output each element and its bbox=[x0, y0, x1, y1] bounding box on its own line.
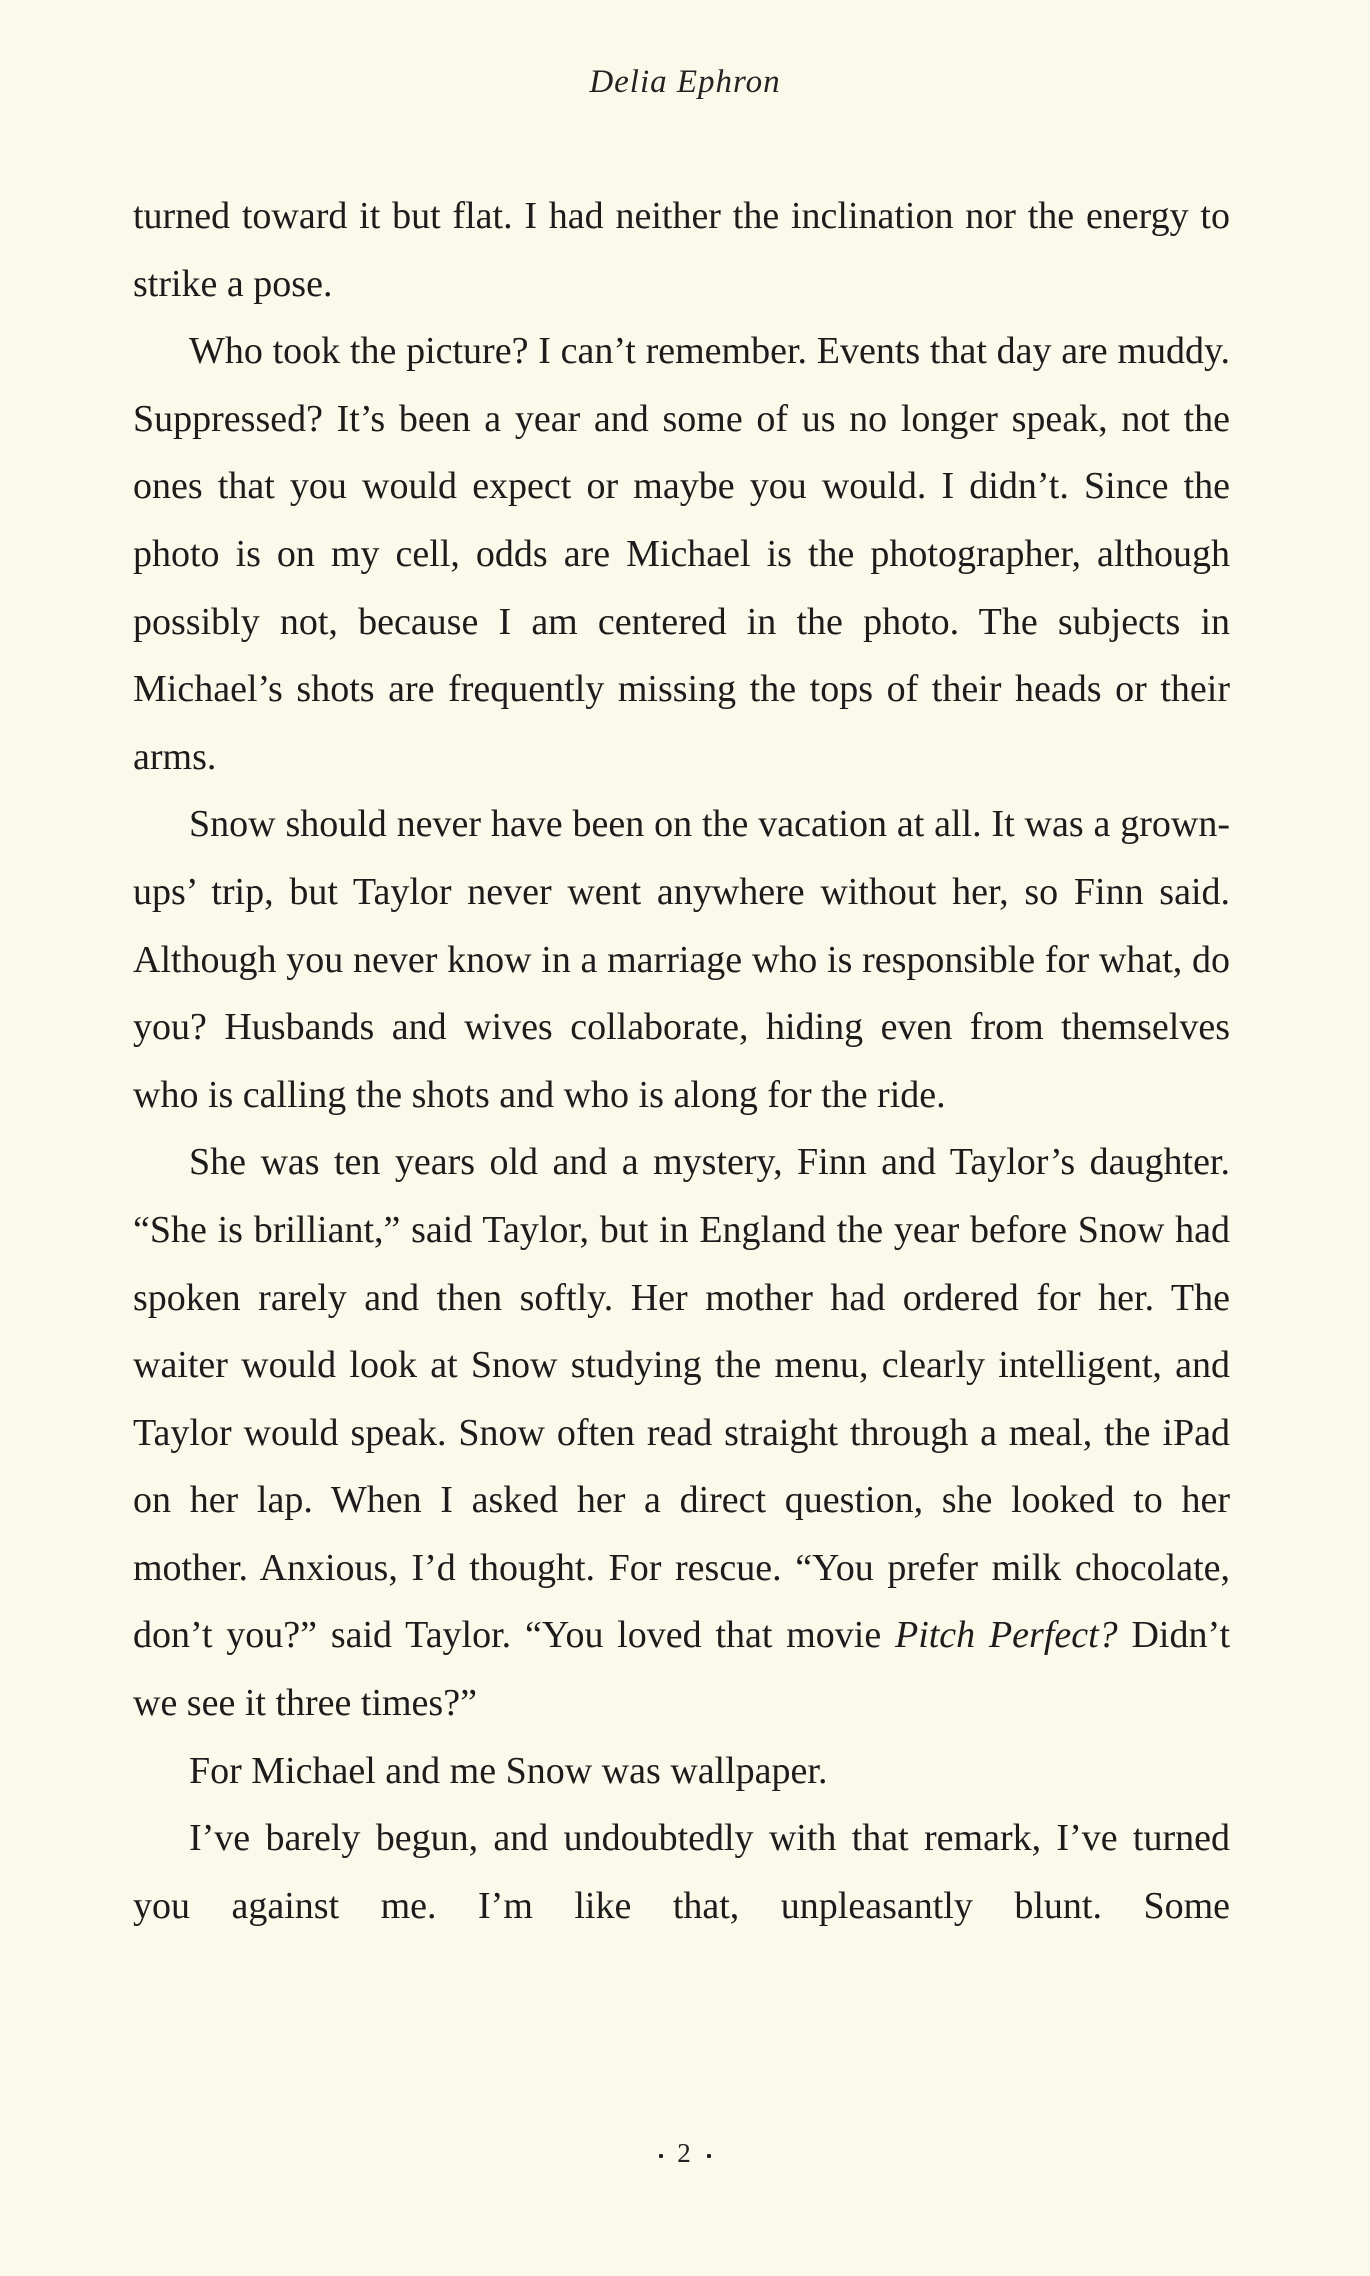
paragraph-text: She was ten years old and a mystery, Finn and Taylor’s daughter. “She is brilliant,” said Taylor, but in England the year before Snow had spoken rarely and then softly. Her mother had ordered for her. The waiter would look at Snow studying the menu, clearly intelligent, and Taylor would speak. Snow often read straight through a meal, the iPad on her lap. When I asked her a direct question, she looked to her mother. Anxious, I’d thought. For rescue. “You prefer milk chocolate, don’t you?” said Taylor. “You loved that movie bbox=[133, 1141, 1230, 1657]
paragraph-last bbox=[133, 1805, 1230, 1940]
bullet-dot-left bbox=[659, 2154, 663, 2158]
paragraph-text: Snow should never have been on the vacation at all. It was a grown-ups’ trip, but Taylor never went anywhere without her, so Finn said. Although you never know in a marriage who is responsible for what, do you? Husbands and wives collaborate, hiding even from themselves who is calling the shots and who is along for the ride. bbox=[133, 803, 1230, 1116]
page-number: 2 bbox=[677, 2138, 693, 2168]
paragraph bbox=[133, 1738, 1230, 1806]
bullet-dot-right bbox=[707, 2154, 711, 2158]
paragraph bbox=[133, 1129, 1230, 1737]
paragraph bbox=[133, 318, 1230, 791]
paragraph-text: Didn’t we see it three times?” bbox=[133, 1614, 1230, 1725]
paragraph-text: For Michael and me Snow was wallpaper. bbox=[189, 1749, 828, 1792]
paragraph-text: Who took the picture? I can’t remember. Events that day are muddy. Suppressed? It’s been a year and some of us no longer speak, not the ones that you would expect or maybe you would. I didn’t. Since the photo is on my cell, odds are Michael is the photographer, although possibly not, because I am centered in the photo. The subjects in Michael’s shots are frequently missing the tops of their heads or their arms. bbox=[133, 330, 1230, 778]
paragraph-text: turned toward it but flat. I had neither the inclination nor the energy to strike a pose. bbox=[133, 195, 1230, 305]
paragraph bbox=[133, 183, 1230, 318]
paragraph bbox=[133, 791, 1230, 1129]
body-text bbox=[133, 183, 1230, 1940]
italic-title-text: Pitch Perfect? bbox=[894, 1614, 1118, 1657]
paragraph-text: I’ve barely begun, and undoubtedly with that remark, I’ve turned you against me. I’m like that, unpleasantly blunt. Some bbox=[133, 1817, 1230, 1927]
running-head: Delia Ephron bbox=[589, 64, 781, 100]
page-number-footer bbox=[0, 2138, 1370, 2169]
